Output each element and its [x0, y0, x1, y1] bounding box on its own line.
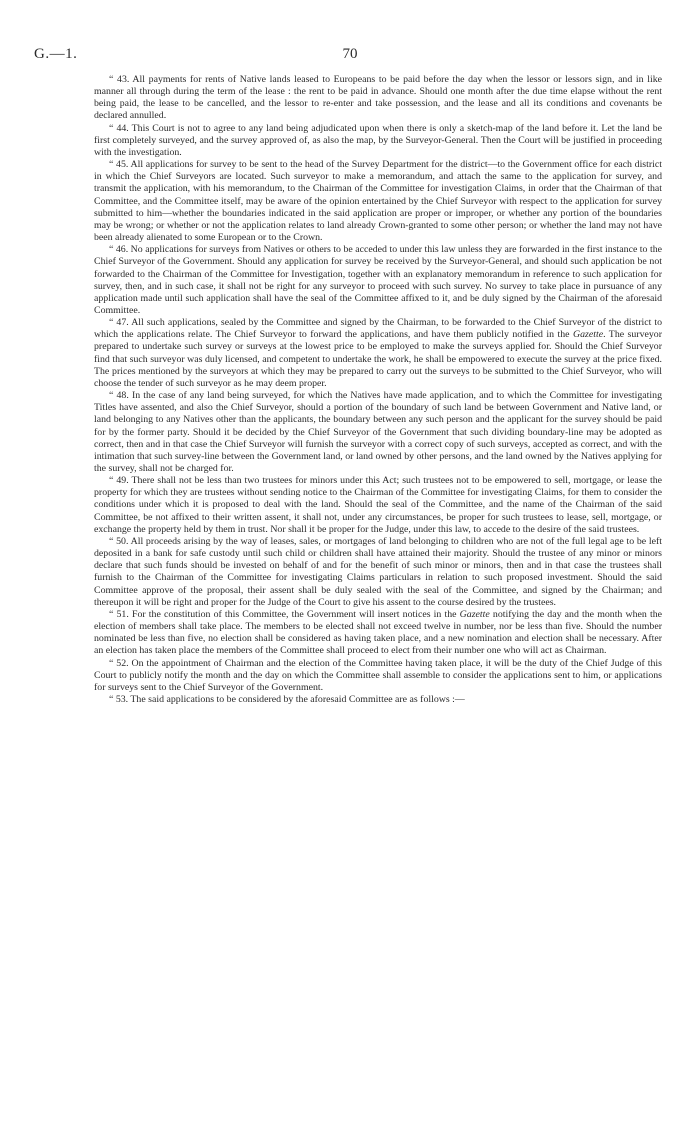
- paragraph-45: “ 45. All applications for survey to be sent to the head of the Survey Department for the district—to the Government office for each district in which the Chief Surveyors are located. Such surveyor to make a memorandum, and attach the same to the application for survey, and transmit the application, with his memorandum, to the Chairman of the Committee for investigation Claims, in order that the Chairman of that Committee, and the Committee itself, may be aware of the opinion entertained by the Chief Surveyor with respect to the application for survey submitted to him—whether the boundaries indicated in the said application are proper or improper, or whether any portion of the boundaries may be wrong; or whether or not the application relates to land already Crown-granted to some other person; or whether the land may not have been already alienated to some European or to the Crown.: [94, 159, 662, 244]
- paragraph-43: “ 43. All payments for rents of Native lands leased to Europeans to be paid before the day when the lessor or lessors sign, and in like manner all through during the term of the lease : the rent to be paid in advance. Should one month after the due time elapse without the rent being paid, the lease to be cancelled, and the lessor to re-enter and take possession, and the lease and all its conditions and covenants be declared annulled.: [94, 74, 662, 122]
- paragraph-49: “ 49. There shall not be less than two trustees for minors under this Act; such trustees not to be empowered to sell, mortgage, or lease the property for which they are trustees without sending notice to the Chairman of the Committee for investigating Claims, for them to consider the conditions under which it is proposed to deal with the land. Should the seal of the Committee, and the name of the Chairman of the said Committee, be not affixed to their written assent, it shall not, under any circumstances, be proper for such trustees to lease, sell, mortgage, or exchange the property held by them in trust. Nor shall it be proper for the Judge, under this law, to accede to the desire of the said trustees.: [94, 475, 662, 535]
- paragraph-48: “ 48. In the case of any land being surveyed, for which the Natives have made application, and to which the Committee for investigating Titles have assented, and also the Chief Surveyor, should a portion of the boundary of such land be between Government and Native land, or land belonging to any Natives other than the applicants, the boundary between any such person and the applicant for the survey should be paid for by the former party. Should it be decided by the Chief Surveyor of the Government that such dividing boundary-line may be adopted as correct, then and in that case the Chief Surveyor will furnish the surveyor with a correct copy of such surveys, accepted as correct, and with the intimation that such survey-line between the Government land, or land owned by other persons, and the land owned by the Natives applying for the survey, shall not be charged for.: [94, 390, 662, 474]
- paragraph-51: “ 51. For the constitution of this Committee, the Government will insert notices in the Gazette notifying the day and the month when the election of members shall take place. The members to be elected shall not exceed twelve in number, nor be less than five. Should the number nominated be less than five, no election shall be considered as having taken place, and a new nomination and election shall be necessary. After an election has taken place the members of the Committee shall proceed to elect from their number one who will act as Chairman.: [94, 608, 662, 657]
- document-reference: G.—1.: [34, 46, 78, 62]
- paragraph-44: “ 44. This Court is not to agree to any land being adjudicated upon when there is only a sketch-map of the land before it. Let the land be first completely surveyed, and the survey approved of, as also the map, by the Surveyor-General. Then the Court will be justified in proceeding with the investigation.: [94, 122, 662, 158]
- italic-term: Gazette: [573, 329, 604, 341]
- italic-term: Gazette: [459, 608, 490, 620]
- page-number: 70: [342, 46, 358, 62]
- paragraph-46: “ 46. No applications for surveys from Natives or others to be acceded to under this law unless they are forwarded in the first instance to the Chief Surveyor of the Government. Should any application for survey be received by the Surveyor-General, and should such application be not forwarded to the Chairman of the Committee for Investigation, together with an explanatory memorandum in reference to such application for survey, then, and in such case, it shall not be right for any surveyor to proceed with such survey. No survey to take place in pursuance of any application made until such application shall have the seal of the Committee affixed to it, and be duly signed by the Chairman of the aforesaid Committee.: [94, 244, 662, 316]
- paragraph-50: “ 50. All proceeds arising by the way of leases, sales, or mortgages of land belonging to children who are not of the full legal age to be left deposited in a bank for safe custody until such child or children shall have attained their majority. Should the trustee of any minor or minors declare that such funds should be invested on behalf of and for the benefit of such minor or minors, then and in that case the trustees shall furnish to the Chairman of the Committee for investigating Claims particulars in relation to such proposed investment. Should the said Committee approve of the proposal, their assent shall be duly sealed with the seal of the Committee, and signed by the Chairman; and thereupon it will be right and proper for the Judge of the Court to give his assent to the course desired by the trustees.: [94, 535, 662, 608]
- paragraph-52: “ 52. On the appointment of Chairman and the election of the Committee having taken place, it will be the duty of the Chief Judge of this Court to publicly notify the month and the day on which the Committee shall assemble to consider the applications sent to him, or applications for surveys sent to the Chief Surveyor of the Government.: [94, 657, 662, 693]
- paragraph-47: “ 47. All such applications, sealed by the Committee and signed by the Chairman, to be forwarded to the Chief Surveyor of the district to which the applications relate. The Chief Surveyor to forward the applications, and have them publicly notified in the Gazette. The surveyor prepared to undertake such survey or surveys at the lowest price to be employed to make the surveys applied for. Should the Chief Surveyor find that such surveyor was duly licensed, and competent to undertake the work, he shall be empowered to execute the survey at the price fixed. The prices mentioned by the surveyors at which they may be prepared to carry out the surveys to be submitted to the Chief Surveyor, who will choose the tender of such surveyor as he may deem proper.: [94, 317, 663, 389]
- paragraph-53: “ 53. The said applications to be considered by the aforesaid Committee are as follows :—: [109, 693, 465, 705]
- document-body: [94, 74, 662, 706]
